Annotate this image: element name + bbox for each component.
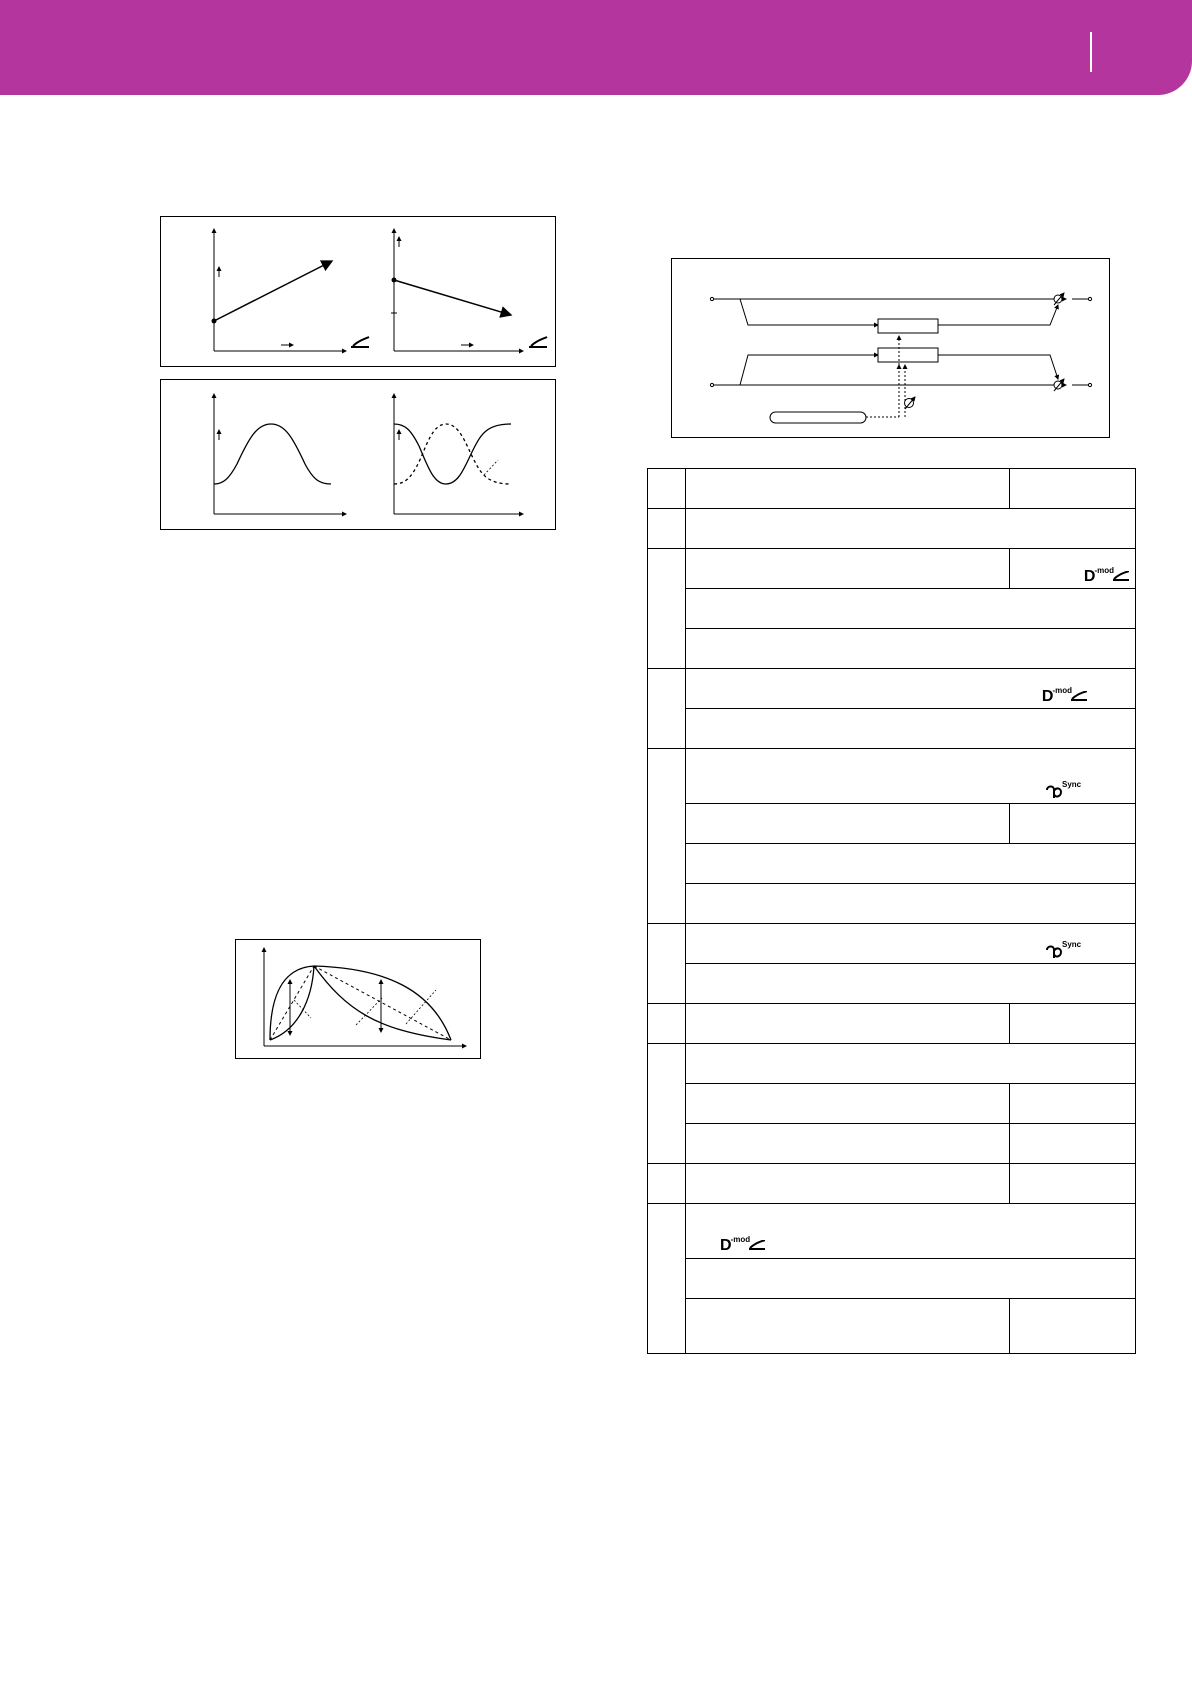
- row-number-cell: [648, 549, 686, 669]
- value-cell: [1010, 549, 1136, 589]
- parameter-cell: [686, 924, 1136, 964]
- sine-curve: [214, 424, 331, 484]
- dmod-icon: $D^{-mod}$: [1084, 567, 1129, 585]
- parameter-cell: [686, 1084, 1010, 1124]
- signal-flow-diagram: [671, 258, 1110, 438]
- table-row: [648, 1004, 1136, 1044]
- wave-icon: [529, 337, 547, 347]
- value-cell: [1010, 1164, 1136, 1204]
- sync-icon: Sync: [1045, 942, 1081, 960]
- table-row: [648, 509, 1136, 549]
- parameter-cell: [686, 964, 1136, 1004]
- parameter-cell: [686, 669, 1136, 709]
- table-row: [648, 669, 1136, 709]
- envelope-svg: [236, 940, 480, 1058]
- table-row: [648, 804, 1136, 844]
- row-number-cell: [648, 1004, 686, 1044]
- header-divider: [1090, 32, 1092, 72]
- parameter-cell: [686, 549, 1010, 589]
- output-terminal: [1088, 383, 1091, 386]
- row-number-cell: [648, 1044, 686, 1164]
- output-terminal: [1088, 297, 1091, 300]
- table-row: [648, 844, 1136, 884]
- signal-flow-svg: [672, 259, 1109, 437]
- parameter-cell: [686, 1204, 1136, 1259]
- page-header-band: [0, 0, 1192, 95]
- parameter-cell: [686, 1299, 1010, 1354]
- table-row: [648, 1164, 1136, 1204]
- linear-direction-graphs: [160, 216, 556, 367]
- table-row: [648, 1124, 1136, 1164]
- row-number-cell: [648, 509, 686, 549]
- value-cell: [1010, 1299, 1136, 1354]
- table-row: [648, 924, 1136, 964]
- parameter-table: [647, 468, 1136, 1354]
- parameter-cell: [686, 1124, 1010, 1164]
- value-cell: [1010, 1084, 1136, 1124]
- row-number-cell: [648, 749, 686, 924]
- table-row: [648, 1084, 1136, 1124]
- sync-icon: Sync: [1045, 782, 1081, 800]
- table-row: [648, 1259, 1136, 1299]
- row-number-cell: [648, 1164, 686, 1204]
- wave-icon: [351, 337, 369, 347]
- rising-line: [214, 261, 332, 321]
- waveform-graphs-svg: [161, 380, 555, 529]
- dmod-icon: $D^{-mod}$: [1042, 687, 1087, 705]
- table-row: [648, 589, 1136, 629]
- value-cell: [1010, 1124, 1136, 1164]
- table-row: [648, 1044, 1136, 1084]
- input-terminal: [710, 383, 713, 386]
- knob-icon: [1054, 293, 1064, 305]
- linear-graphs-svg: [161, 217, 555, 366]
- parameter-cell: [686, 1164, 1010, 1204]
- parameter-cell: [686, 589, 1136, 629]
- row-number-cell: [648, 669, 686, 749]
- table-row: [648, 629, 1136, 669]
- envelope-shapes-graph: [235, 939, 481, 1059]
- knob-icon: [905, 397, 916, 409]
- value-cell: [1010, 1004, 1136, 1044]
- parameter-cell: [686, 509, 1136, 549]
- parameter-cell: [686, 1004, 1010, 1044]
- parameter-cell: [686, 1044, 1136, 1084]
- table-row: [648, 549, 1136, 589]
- row-number-cell: [648, 469, 686, 509]
- value-cell: [1010, 804, 1136, 844]
- process-block: [878, 348, 938, 362]
- dmod-icon: $D^{-mod}$: [720, 1236, 765, 1254]
- parameter-cell: [686, 629, 1136, 669]
- knob-icon: [1054, 379, 1064, 391]
- table-row: [648, 749, 1136, 804]
- parameter-cell: [686, 469, 1010, 509]
- parameter-cell: [686, 844, 1136, 884]
- table-row: [648, 964, 1136, 1004]
- table-row: [648, 1204, 1136, 1259]
- process-block: [878, 319, 938, 333]
- parameter-cell: [686, 749, 1136, 804]
- table-row: [648, 469, 1136, 509]
- row-number-cell: [648, 1204, 686, 1354]
- table-row: [648, 1299, 1136, 1354]
- table-row: [648, 884, 1136, 924]
- parameter-cell: [686, 1259, 1136, 1299]
- parameter-cell: [686, 709, 1136, 749]
- modulation-source: [770, 412, 866, 423]
- parameter-cell: [686, 804, 1010, 844]
- parameter-cell: [686, 884, 1136, 924]
- waveform-graphs: [160, 379, 556, 530]
- input-terminal: [710, 297, 713, 300]
- row-number-cell: [648, 924, 686, 1004]
- value-cell: [1010, 469, 1136, 509]
- falling-line: [394, 280, 511, 315]
- table-row: [648, 709, 1136, 749]
